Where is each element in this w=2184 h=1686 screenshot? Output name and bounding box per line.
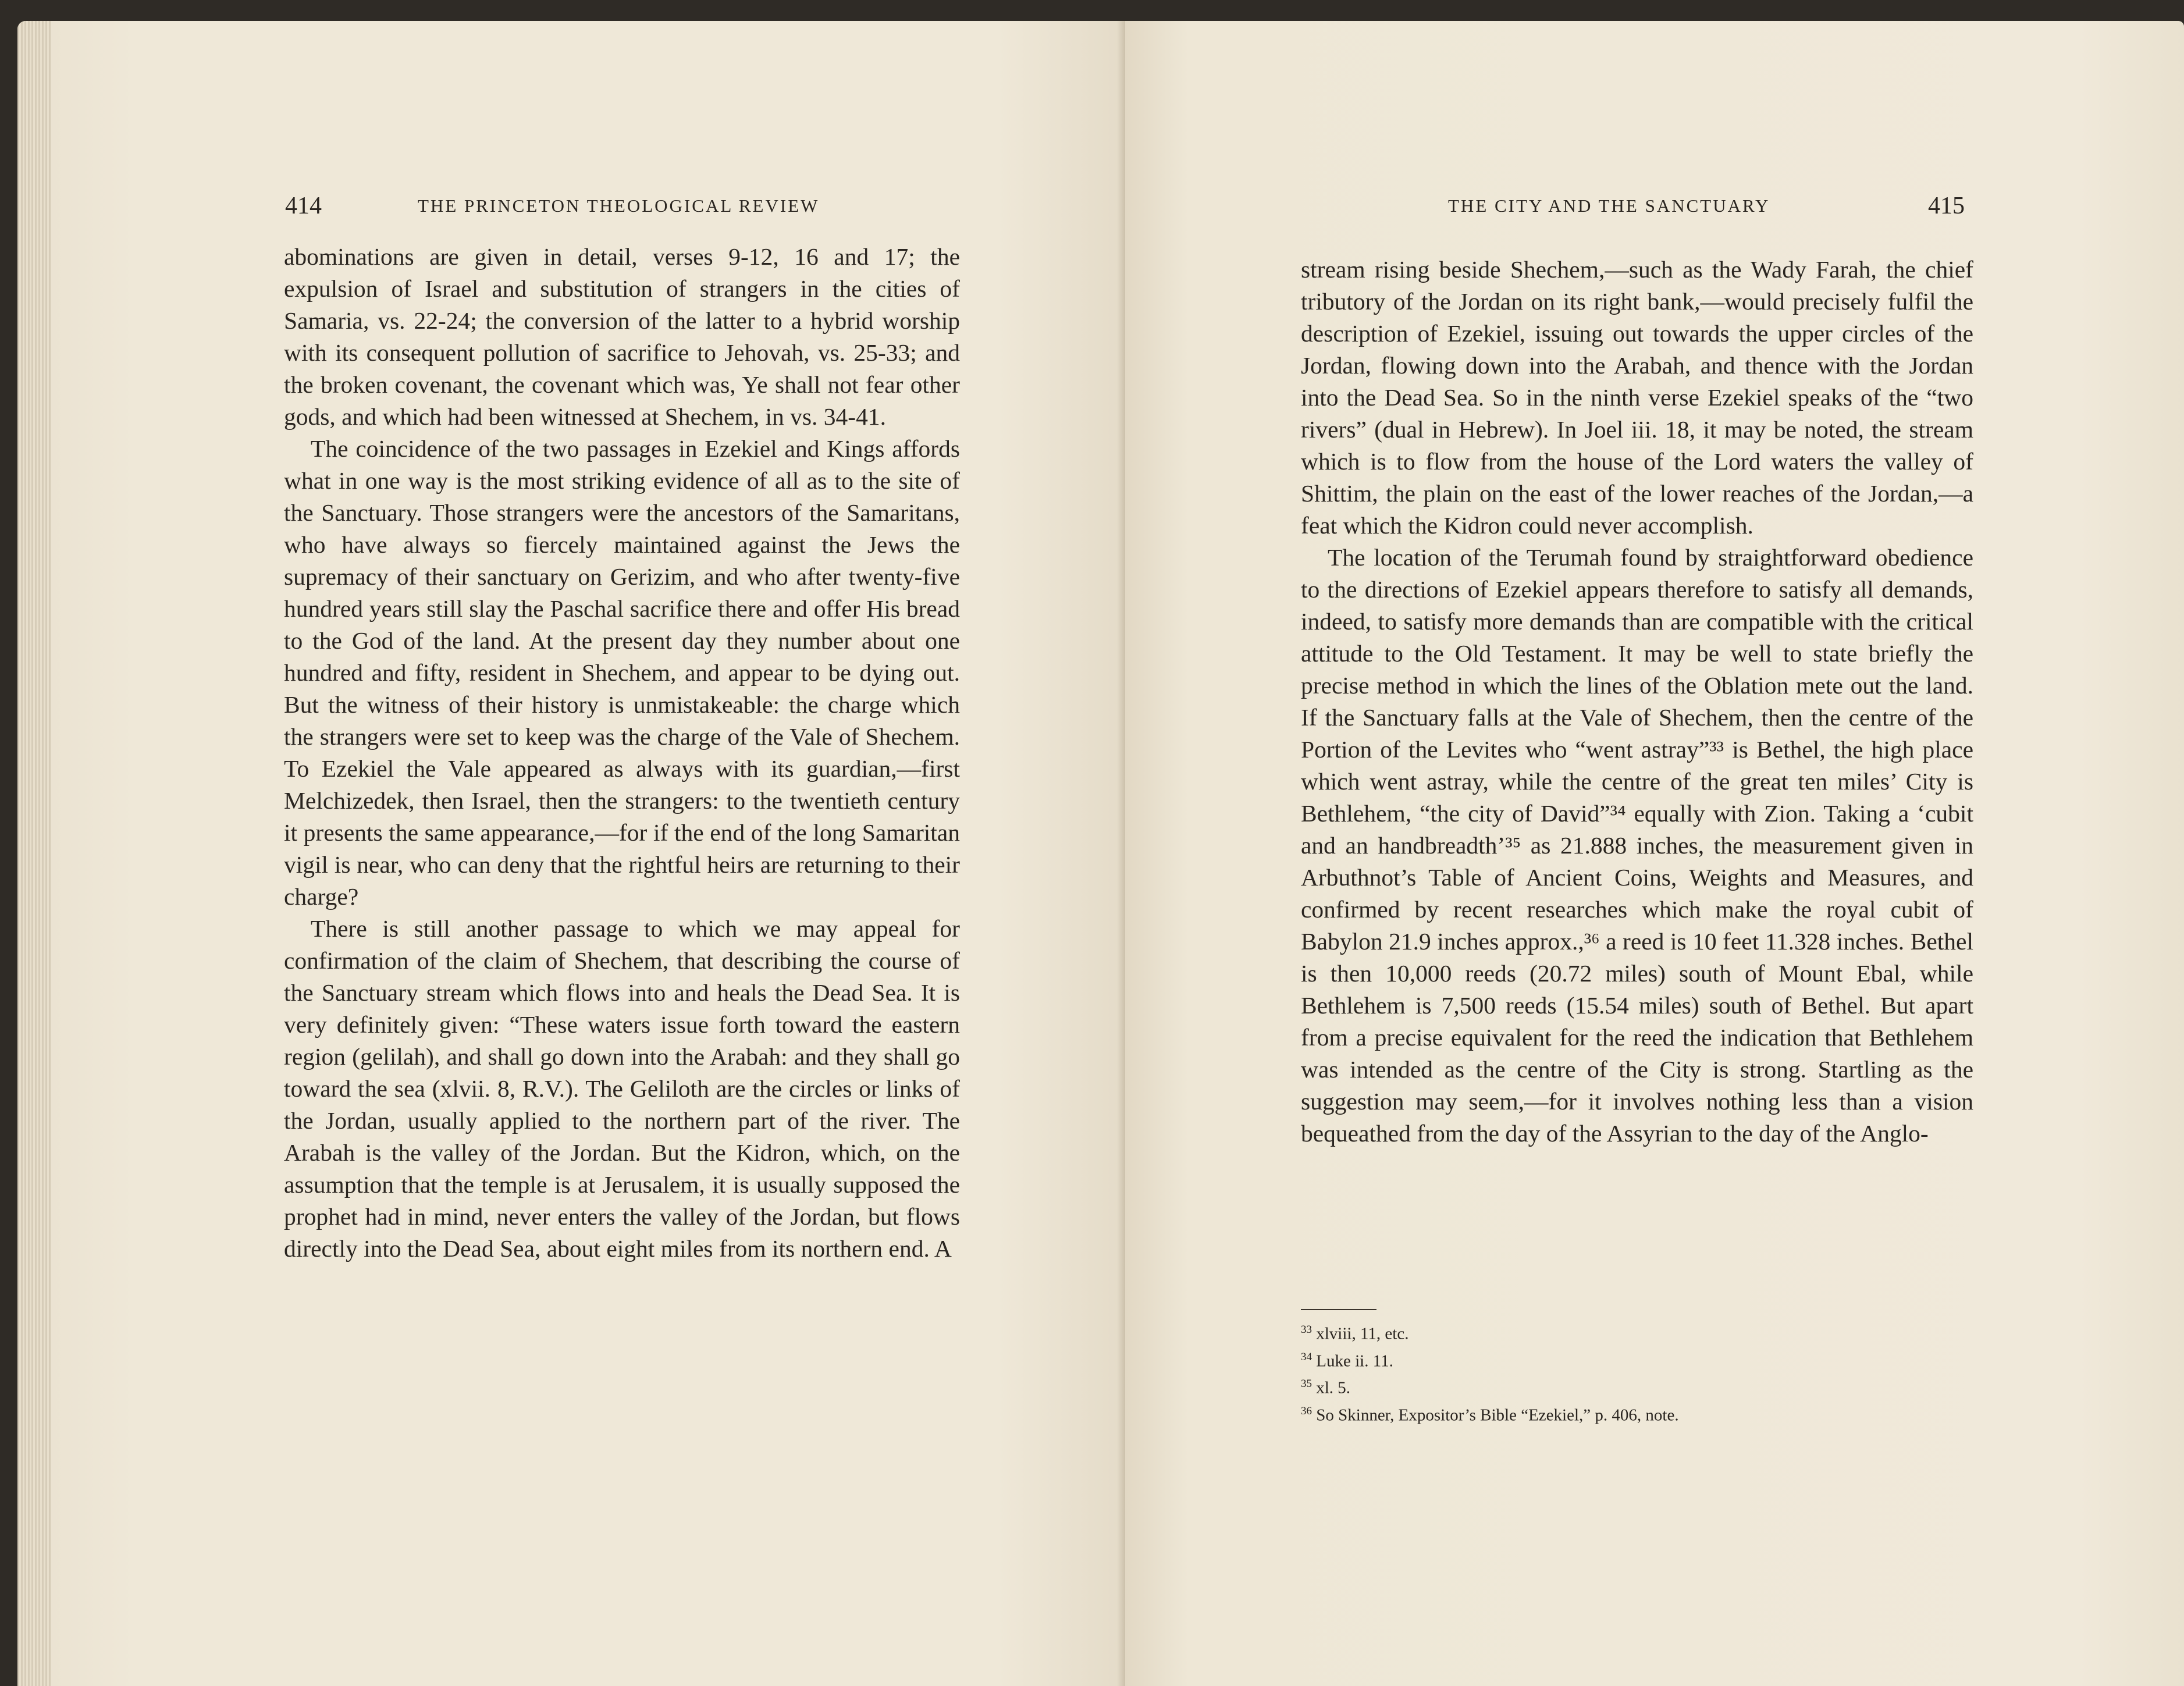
page-number-right: 415 [1928, 193, 1965, 219]
right-page-body [1301, 254, 1973, 1150]
paragraph: The location of the Terumah found by straightforward obedience to the directions of Ezekiel appears therefore to satisfy all demands, indeed, to satisfy more demands than are compatible with the critical attitude to the Old Testament. It may be well to state briefly the precise method in which the lines of the Oblation mete out the land. If the Sanctuary falls at the Vale of Shechem, then the centre of the Portion of the Levites who “went astray”³³ is Bethel, the high place which went astray, while the centre of the great ten miles’ City is Bethlehem, “the city of David”³⁴ equally with Zion. Taking a ‘cubit and an handbreadth’³⁵ as 21.888 inches, the measurement given in Arbuthnot’s Table of Ancient Coins, Weights and Measures, and confirmed by recent researches which make the royal cubit of Babylon 21.9 inches approx.,³⁶ a reed is 10 feet 11.328 inches. Bethel is then 10,000 reeds (20.72 miles) south of Mount Ebal, while Bethlehem is 7,500 reeds (15.54 miles) south of Bethel. But apart from a precise equivalent for the reed the indication that Bethlehem was intended as the centre of the City is strong. Startling as the suggestion may seem,—for it involves nothing less than a vision bequeathed from the day of the Assyrian to the day of the Anglo- [1301, 544, 1973, 1147]
footnote: $^{36}$ So Skinner, Expositor’s Bible “Ezekiel,” p. 406, note. [1301, 1404, 1679, 1425]
book-spread [17, 21, 2184, 1686]
running-head-right: THE CITY AND THE SANCTUARY [1448, 195, 1770, 216]
running-head-left: THE PRINCETON THEOLOGICAL REVIEW [418, 195, 820, 216]
left-page-body [284, 241, 960, 1265]
paragraph: The coincidence of the two passages in Ezekiel and Kings affords what in one way is the most striking evidence of all as to the site of the Sanctuary. Those strangers were the ancestors of the Samaritans, who have always so fiercely maintained against the Jews the supremacy of their sanctuary on Gerizim, and who after twenty-five hundred years still slay the Paschal sacrifice there and offer His bread to the God of the land. At the present day they number about one hundred and fifty, resident in Shechem, and appear to be dying out. But the witness of their history is unmistakeable: the charge which the strangers were set to keep was the charge of the Vale of Shechem. To Ezekiel the Vale appeared as always with its guardian,—first Melchizedek, then Israel, then the strangers: to the twentieth century it presents the same appearance,—for if the end of the long Samaritan vigil is near, who can deny that the rightful heirs are returning to their charge? [284, 435, 960, 910]
left-page [51, 21, 1125, 1686]
footnote-rule [1301, 1309, 1376, 1310]
footnote: $^{34}$ Luke ii. 11. [1301, 1350, 1393, 1371]
footnotes [1301, 1309, 1973, 1427]
paragraph: There is still another passage to which we may appeal for confirmation of the claim of Shechem, that describing the course of the Sanctuary stream which flows into and heals the Dead Sea. It is very definitely given: “These waters issue forth toward the eastern region (gelilah), and shall go down into the Arabah: and they shall go toward the sea (xlvii. 8, R.V.). The Geliloth are the circles or links of the Jordan, usually applied to the northern part of the river. The Arabah is the valley of the Jordan. But the Kidron, which, on the assumption that the temple is at Jerusalem, it is usually supposed the prophet had in mind, never enters the valley of the Jordan, but flows directly into the Dead Sea, about eight miles from its northern end. A [284, 915, 960, 1262]
footnote: $^{35}$ xl. 5. [1301, 1378, 1351, 1397]
page-edges [17, 21, 51, 1686]
right-page [1125, 21, 2184, 1686]
paragraph: abominations are given in detail, verses 9-12, 16 and 17; the expulsion of Israel and substitution of strangers in the cities of Samaria, vs. 22-24; the conversion of the latter to a hybrid worship with its consequent pollution of sacrifice to Jehovah, vs. 25-33; and the broken covenant, the covenant which was, Ye shall not fear other gods, and which had been witnessed at Shechem, in vs. 34-41. [284, 243, 960, 430]
footnote: $^{33}$ xlviii, 11, etc. [1301, 1324, 1409, 1343]
paragraph: stream rising beside Shechem,—such as the Wady Farah, the chief tributory of the Jordan on its right bank,—would precisely fulfil the description of Ezekiel, issuing out towards the upper circles of the Jordan, flowing down into the Arabah, and thence with the Jordan into the Dead Sea. So in the ninth verse Ezekiel speaks of the “two rivers” (dual in Hebrew). In Joel iii. 18, it may be noted, the stream which is to flow from the house of the Lord waters the valley of Shittim, the plain on the east of the lower reaches of the Jordan,—a feat which the Kidron could never accomplish. [1301, 256, 1973, 539]
page-number-left: 414 [285, 193, 322, 219]
